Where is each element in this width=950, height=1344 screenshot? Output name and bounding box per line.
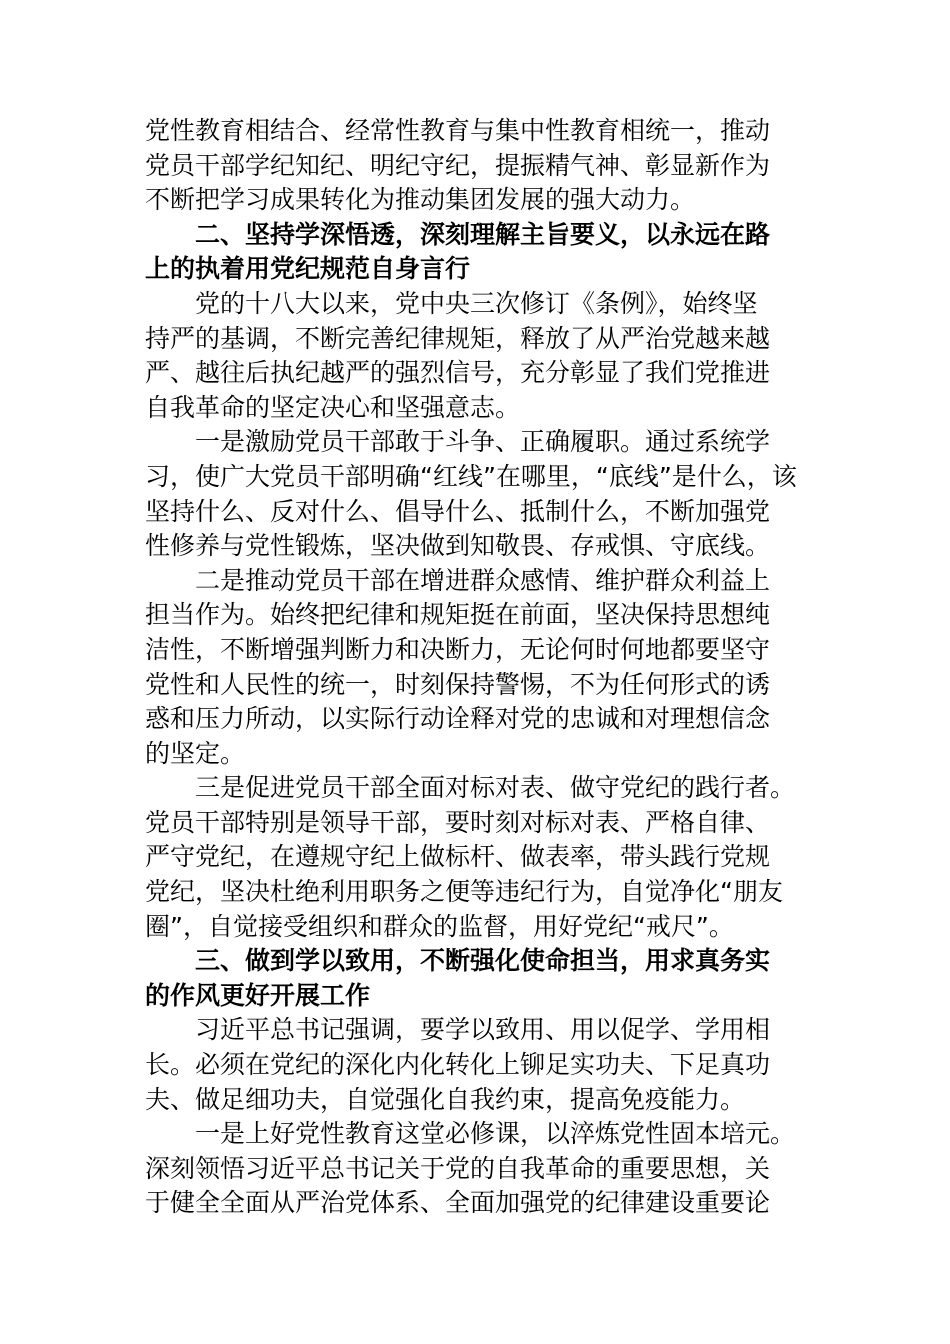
paragraph-line: 党的十八大以来，党中央三次修订《条例》，始终坚 — [195, 288, 758, 318]
paragraph-line: 夫、做足细功夫，自觉强化自我约束，提高免疫能力。 — [145, 1084, 746, 1114]
paragraph-line: 的坚定。 — [145, 738, 246, 768]
paragraph-line: 严、越往后执纪越严的强烈信号，充分彰显了我们党推进 — [145, 358, 771, 388]
paragraph-line: 担当作为。始终把纪律和规矩挺在前面，坚决保持思想纯 — [145, 600, 771, 630]
paragraph-line: 党纪，坚决杜绝利用职务之便等违纪行为，自觉净化“朋友 — [145, 877, 783, 907]
paragraph-line: 不断把学习成果转化为推动集团发展的强大动力。 — [145, 185, 696, 215]
paragraph-line: 党性和人民性的统一，时刻保持警惕，不为任何形式的诱 — [145, 669, 771, 699]
paragraph-line: 党性教育相结合、经常性教育与集中性教育相统一，推动 — [145, 116, 771, 145]
paragraph-line: 三是促进党员干部全面对标对表、做守党纪的践行者。 — [195, 773, 796, 803]
paragraph-line: 党员干部学纪知纪、明纪守纪，提振精气神、彰显新作为 — [145, 150, 771, 180]
document-body — [145, 114, 817, 1221]
paragraph-line: 性修养与党性锻炼，坚决做到知敬畏、存戒惧、守底线。 — [145, 531, 771, 561]
section-heading-line: 三、做到学以致用，不断强化使命担当，用求真务实 — [195, 946, 771, 976]
paragraph-line: 长。必须在党纪的深化内化转化上铆足实功夫、下足真功 — [145, 1050, 771, 1080]
paragraph-line: 持严的基调，不断完善纪律规矩，释放了从严治党越来越 — [145, 323, 771, 353]
paragraph-line: 圈”，自觉接受组织和群众的监督，用好党纪“戒尺”。 — [145, 911, 734, 941]
section-heading-line: 的作风更好开展工作 — [145, 980, 371, 1010]
paragraph-line: 二是推动党员干部在增进群众感情、维护群众利益上 — [195, 565, 771, 595]
paragraph-line: 习，使广大党员干部明确“红线”在哪里，“底线”是什么，该 — [145, 461, 797, 491]
paragraph-line: 惑和压力所动，以实际行动诠释对党的忠诚和对理想信念 — [145, 704, 771, 734]
paragraph-line: 一是上好党性教育这堂必修课，以淬炼党性固本培元。 — [195, 1119, 796, 1149]
paragraph-line: 于健全全面从严治党体系、全面加强党的纪律建设重要论 — [145, 1188, 771, 1218]
paragraph-line: 一是激励党员干部敢于斗争、正确履职。通过系统学 — [195, 427, 771, 457]
section-heading-line: 上的执着用党纪规范自身言行 — [145, 254, 471, 284]
paragraph-line: 自我革命的坚定决心和坚强意志。 — [145, 392, 521, 422]
paragraph-line: 党员干部特别是领导干部，要时刻对标对表、严格自律、 — [145, 807, 771, 837]
paragraph-line: 习近平总书记强调，要学以致用、用以促学、学用相 — [195, 1015, 771, 1045]
paragraph-line: 深刻领悟习近平总书记关于党的自我革命的重要思想，关 — [145, 1153, 771, 1183]
section-heading-line: 二、坚持学深悟透，深刻理解主旨要义，以永远在路 — [195, 219, 771, 249]
paragraph-line: 坚持什么、反对什么、倡导什么、抵制什么，不断加强党 — [145, 496, 771, 526]
paragraph-line: 严守党纪，在遵规守纪上做标杆、做表率，带头践行党规 — [145, 842, 771, 872]
paragraph-line: 洁性，不断增强判断力和决断力，无论何时何地都要坚守 — [145, 634, 771, 664]
